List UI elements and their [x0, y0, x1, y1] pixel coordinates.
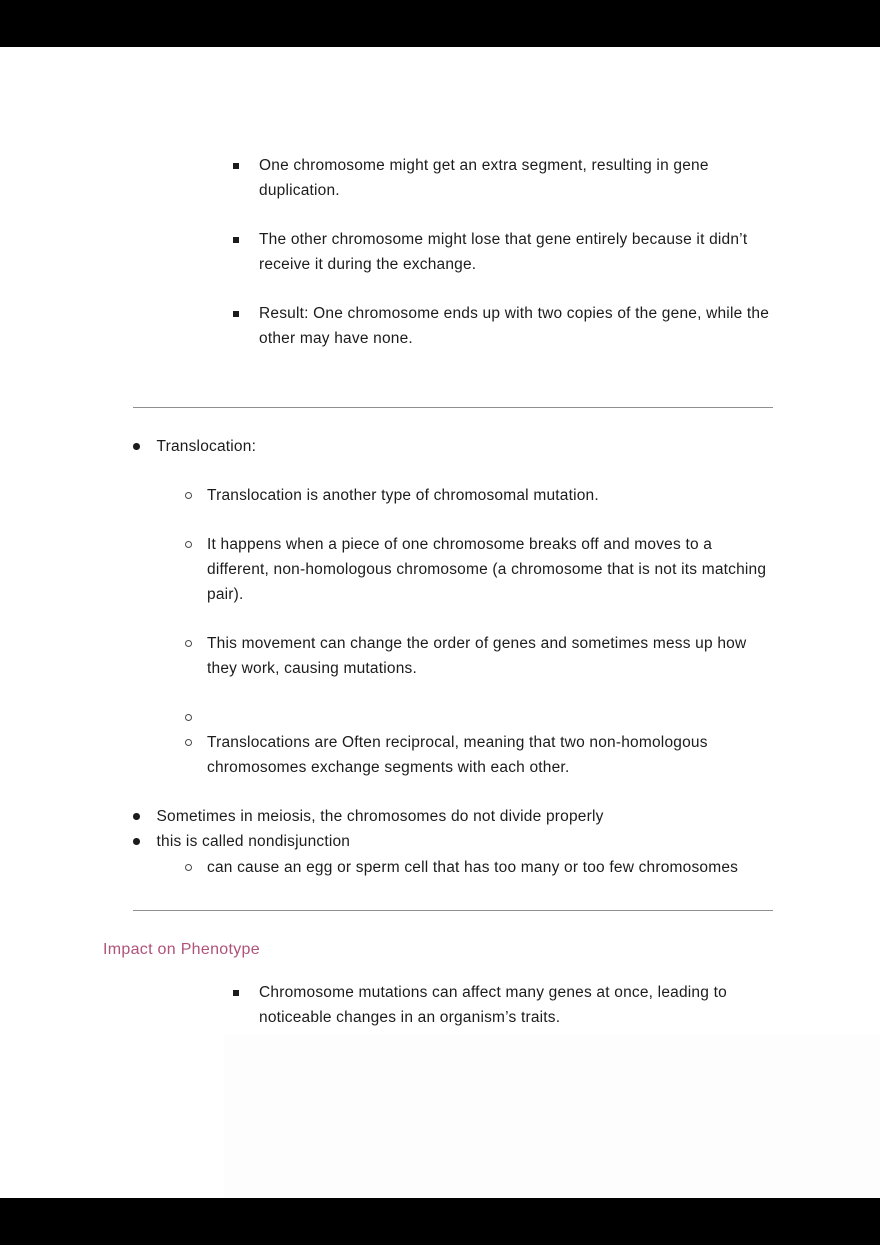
list-item-text: Translocation is another type of chromosomal mutation. — [207, 487, 599, 504]
list-item — [133, 829, 880, 854]
disc-bullet-icon — [133, 813, 140, 820]
top-letterbox-bar — [0, 0, 880, 47]
empty-list-item — [185, 705, 880, 730]
list-item — [185, 483, 880, 508]
circle-bullet-icon — [185, 714, 192, 721]
list-item — [233, 980, 880, 1030]
list-item — [233, 301, 880, 351]
list-item-text: Translocation: — [156, 438, 257, 455]
list-item-text: It happens when a piece of one chromosome breaks off and moves to a different, non-homologous chromosome (a chromosome that is not its matching pair). — [207, 536, 767, 603]
list-item — [133, 804, 880, 829]
section-heading-impact-on-phenotype: Impact on Phenotype — [103, 941, 260, 958]
square-bullet-icon — [233, 990, 239, 996]
square-bullet-icon — [233, 311, 239, 317]
phenotype-points-list — [0, 980, 880, 1030]
nondisjunction-sub-point-list — [0, 855, 880, 880]
list-item-text: This movement can change the order of genes and sometimes mess up how they work, causing mutations. — [207, 635, 747, 677]
translocation-points-list — [0, 483, 880, 780]
disc-bullet-icon — [133, 838, 140, 845]
list-item — [185, 730, 880, 780]
translocation-title-list — [0, 434, 880, 459]
list-item — [133, 434, 880, 459]
list-item — [185, 631, 880, 681]
square-bullet-icon — [233, 237, 239, 243]
list-item-text: Sometimes in meiosis, the chromosomes do not divide properly — [156, 808, 604, 825]
circle-bullet-icon — [185, 739, 192, 746]
divider — [133, 910, 773, 911]
circle-bullet-icon — [185, 492, 192, 499]
divider — [133, 407, 773, 408]
circle-bullet-icon — [185, 640, 192, 647]
list-item-text: The other chromosome might lose that gene entirely because it didn’t receive it during the exchange. — [259, 231, 748, 273]
list-item — [185, 855, 880, 880]
list-item-text: this is called nondisjunction — [156, 833, 351, 850]
list-item-text: Chromosome mutations can affect many genes at once, leading to noticeable changes in an organism’s traits. — [259, 984, 727, 1026]
list-item-text: can cause an egg or sperm cell that has too many or too few chromosomes — [207, 859, 739, 876]
list-item — [233, 227, 880, 277]
disc-bullet-icon — [133, 443, 140, 450]
duplication-points-list — [0, 153, 880, 351]
bottom-letterbox-bar — [0, 1198, 880, 1245]
list-item-text: One chromosome might get an extra segment, resulting in gene duplication. — [259, 157, 709, 199]
circle-bullet-icon — [185, 541, 192, 548]
circle-bullet-icon — [185, 864, 192, 871]
list-item — [233, 153, 880, 203]
square-bullet-icon — [233, 163, 239, 169]
list-item-text: Translocations are Often reciprocal, meaning that two non-homologous chromosomes exchange segments with each other. — [207, 734, 708, 776]
list-item-text: Result: One chromosome ends up with two copies of the gene, while the other may have none. — [259, 305, 770, 347]
nondisjunction-points-list — [0, 804, 880, 854]
list-item — [185, 532, 880, 607]
document-content — [0, 47, 880, 1198]
